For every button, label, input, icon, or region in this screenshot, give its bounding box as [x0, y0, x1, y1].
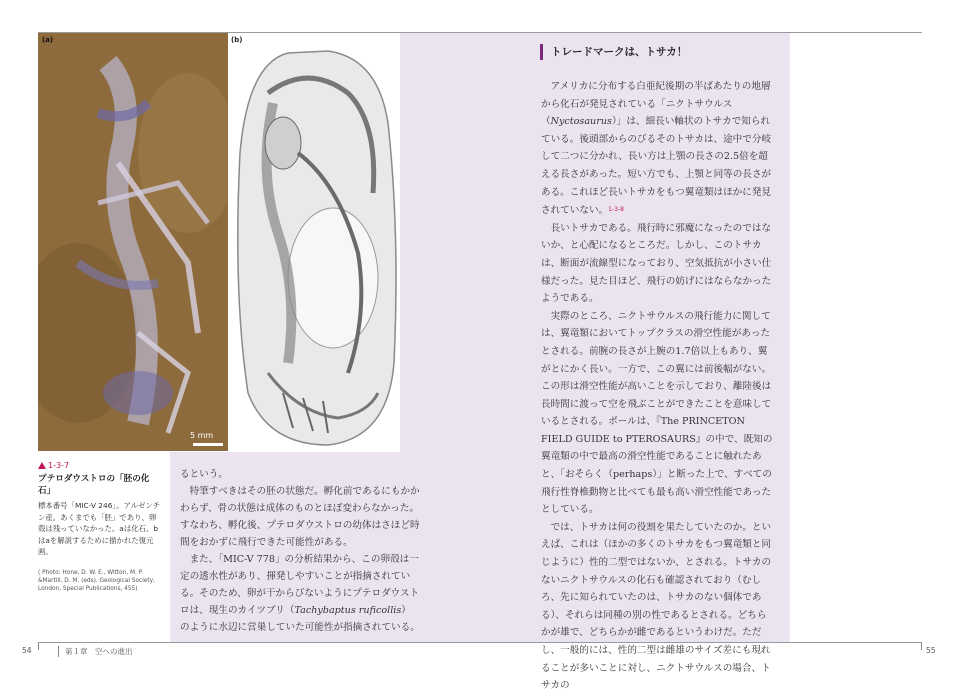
- left-paragraph-3: [180, 551, 420, 636]
- fossil-photo: [38, 33, 228, 451]
- right-paragraph-2: 長いトサカである。飛行時に邪魔になったのではないか、と心配になるところだ。しかし、このトサカは、断面が流線型になっており、空気抵抗が小さい仕様だった。見た目ほど、飛行の妨げにはならなかったようである。: [541, 222, 772, 305]
- page-number-left: 54: [22, 646, 32, 655]
- section-heading: トレードマークは、トサカ！: [540, 44, 687, 60]
- caption-body: 標本番号「MIC-V 246」。アルゼンチン産。あくまでも「胚」であり、卵殻は残っていなかった。aは化石、bはaを解説するために描かれた復元画。: [38, 501, 161, 557]
- right-paragraph-1: [541, 78, 775, 220]
- embryo-drawing: [228, 33, 400, 451]
- left-paragraph-3-text-b: ）のように水辺に営巣していた可能性が指摘されている。: [180, 605, 420, 633]
- right-paragraph-1-text-a: アメリカに分布する白亜紀後期の半ばあたりの地層から化石が発見されている「ニクトサウルス（: [541, 81, 771, 128]
- chapter-title: 第１章 空への進出: [58, 646, 133, 657]
- caption-credit: ( Photo: Hone, D. W. E., Witton, M. P. &Martill, D. M. (eds). Geological Society, London, Special Publications, 455): [38, 570, 155, 593]
- left-paragraph-1: るという。: [180, 469, 228, 480]
- left-text-column: [180, 466, 420, 636]
- figure-label-a: (a): [42, 36, 54, 44]
- caption-number: [38, 461, 69, 470]
- page-number-right: 55: [926, 646, 936, 655]
- left-paragraph-3-text-a: また、「MIC-V 778」の分析結果から、この卵殻は一定の透水性があり、揮発しやすいことが指摘されている。そのため、卵が干からびないようにプテロダウストロは、現生のカイツブリ（: [180, 554, 420, 616]
- caption-title: プテロダウストロの「胚の化石」: [38, 474, 150, 496]
- triangle-icon: [38, 462, 46, 469]
- caption-number-text: 1-3-7: [48, 461, 70, 470]
- scale-bar-label: 5 mm: [190, 431, 214, 440]
- bottom-rule: [38, 642, 922, 643]
- left-footer-tick: [38, 642, 39, 650]
- species-name-italic: Tachybaptus ruficollis: [294, 605, 402, 616]
- right-footer-tick: [921, 642, 922, 650]
- left-paragraph-2: 特筆すべきはその胚の状態だ。孵化前であるにもかかわらず、骨の状態は成体のものとほぼ変わらなかった。すなわち、孵化後、プテロダウストロの幼体はさほど時間をおかずに飛行できた可能性がある。: [180, 486, 420, 548]
- right-text-column: [541, 78, 775, 695]
- right-paragraph-3: 実際のところ、ニクトサウルスの飛行能力に関しては、翼竜類においてトップクラスの滑空性能があったとされる。前腕の長さが上腕の1.7倍以上もあり、翼がとにかく長い。一方で、この翼には前後幅がない。この形は滑空性能が高いことを示しており、離陸後は長時間に渡って空を飛ぶことができたことを意味しているとされる。ボールは、『The PRINCETON FIELD GUIDE to PTEROSAURS』の中で、既知の翼竜類の中で最高の滑空性能であることに触れたあと、「おそらく（perhaps）」と断った上で、すべての飛行性脊椎動物と比べても最も高い滑空性能であったとしている。: [541, 310, 773, 516]
- fossil-illustration: [38, 33, 228, 451]
- figure-label-b: (b): [231, 36, 243, 44]
- figure-reference[interactable]: 1-3-8: [608, 206, 624, 214]
- reconstruction-drawing: [228, 33, 400, 451]
- right-paragraph-1-text-b: ）」は、細長い軸状のトサカで知られている。後頭部からのびるそのトサカは、途中で分岐して二つに分かれ、長い方は上顎の長さの2.5倍を超える長さがあった。短い方でも、上顎と同等の長さがある。これほど長いトサカをもつ翼竜類はほかに発見されていない。: [541, 116, 772, 217]
- genus-name-italic: Nyctosaurus: [550, 116, 612, 128]
- right-paragraph-4: では、トサカは何の役割を果たしていたのか。といえば、これは（ほかの多くのトサカをもつ翼竜類と同じように）性的二型ではないか、とされる。トサカのないニクトサウルスの化石も確認されており（むしろ、先に知られていたのは、トサカのない個体である）、それらは同種の別の性であるとされる。どちらかが雄で、どちらかが雌であるというわけだ。ただし、一般的には、性的二型は雌雄のサイズ差にも現れることが多いことに対し、ニクトサウルスの場合、トサカの: [541, 521, 772, 692]
